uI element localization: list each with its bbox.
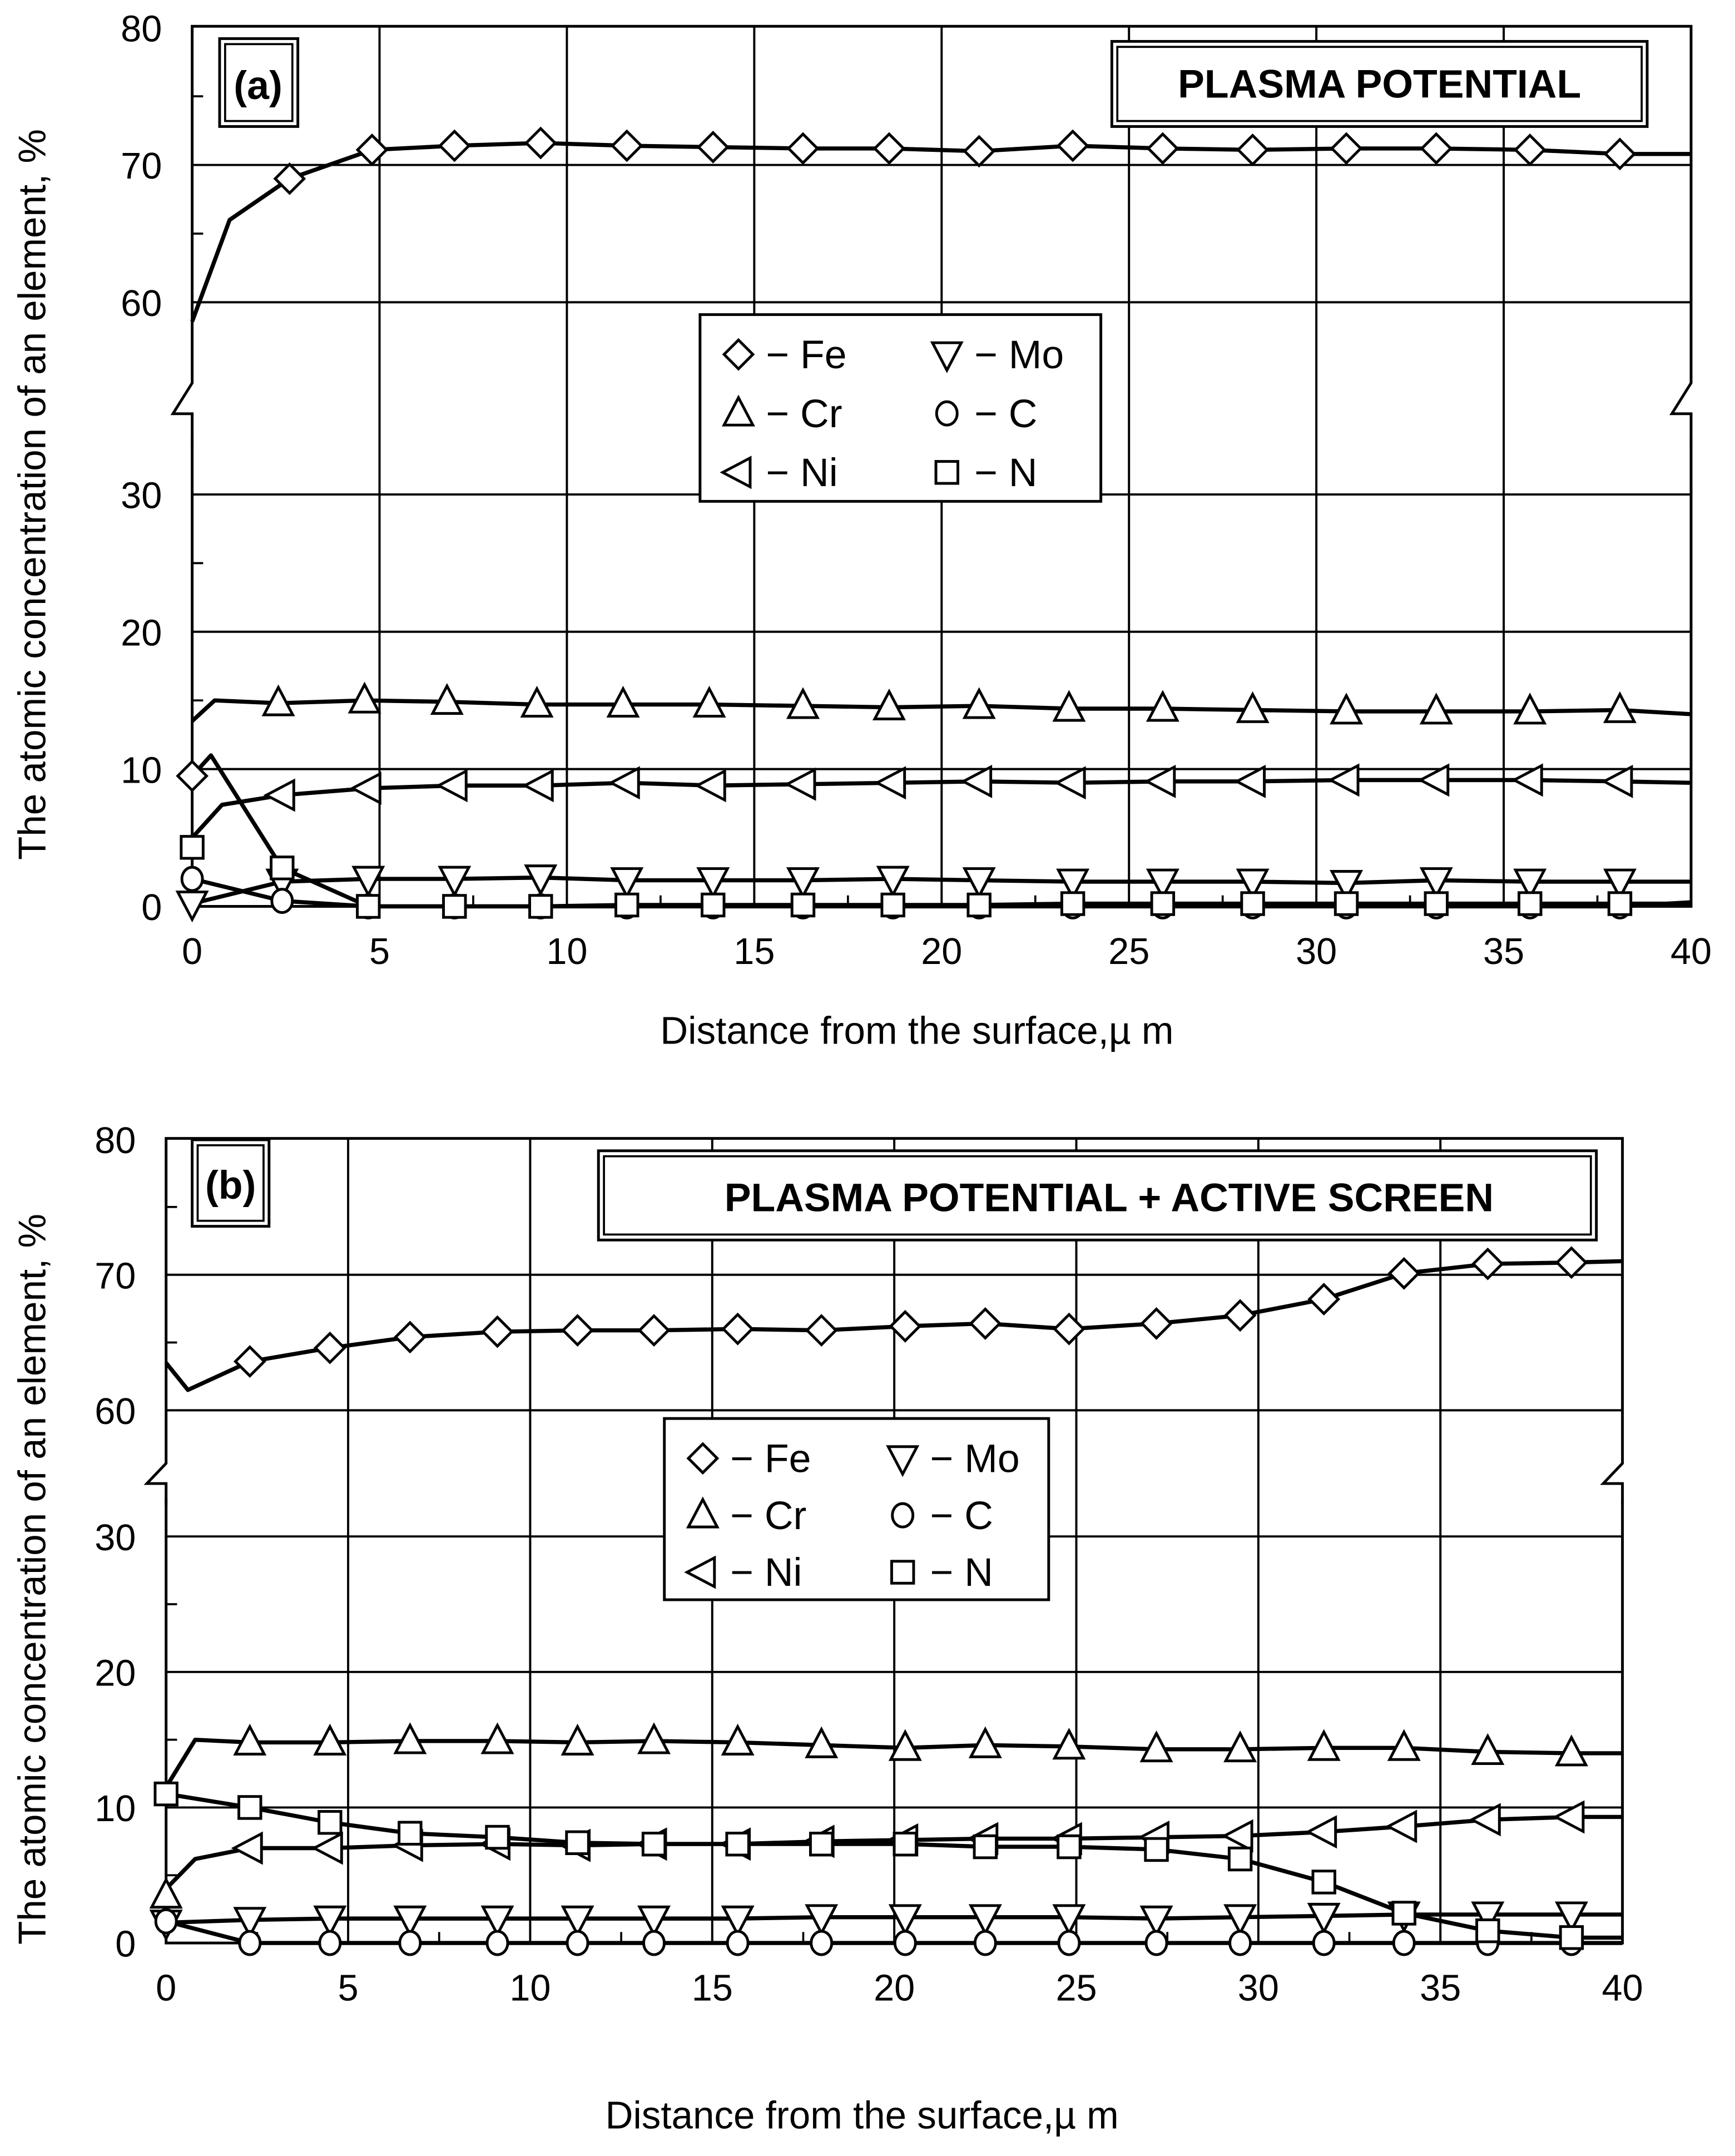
data-point-n <box>1058 1836 1080 1857</box>
panel-label: (a) <box>234 63 282 108</box>
data-point-c <box>811 1931 832 1955</box>
data-point-n <box>616 894 638 916</box>
x-tick-label: 30 <box>1237 1967 1279 2009</box>
x-tick-label: 35 <box>1420 1967 1461 2009</box>
data-point-c <box>320 1931 340 1955</box>
data-point-n <box>1425 893 1447 914</box>
data-point-n <box>1062 893 1083 914</box>
data-point-n <box>444 896 465 917</box>
x-tick-label: 35 <box>1483 931 1525 973</box>
data-point-c <box>156 1910 176 1933</box>
y-tick-label: 0 <box>115 1923 136 1965</box>
data-point-c <box>567 1931 588 1955</box>
data-point-n <box>1393 1902 1415 1924</box>
data-point-n <box>1335 893 1357 914</box>
x-tick-label: 10 <box>546 931 588 973</box>
x-tick-label: 10 <box>509 1967 551 2009</box>
data-point-c <box>1313 1931 1334 1955</box>
y-tick-label: 30 <box>95 1517 136 1559</box>
data-point-n <box>181 837 203 858</box>
data-point-n <box>1229 1848 1251 1870</box>
legend <box>700 315 1101 502</box>
y-tick-label: 70 <box>121 146 162 187</box>
y-axis-label: The atomic concentration of an element, % <box>10 1214 54 1945</box>
chart-title: PLASMA POTENTIAL + ACTIVE SCREEN <box>724 1175 1494 1220</box>
data-point-n <box>358 896 379 917</box>
x-tick-label: 15 <box>733 931 775 973</box>
legend-label-cr: − Cr <box>766 391 842 436</box>
data-point-n <box>1609 893 1630 914</box>
legend-label-mo: − Mo <box>974 332 1064 377</box>
y-tick-label: 30 <box>121 475 162 517</box>
legend-label-c: − C <box>974 391 1038 436</box>
legend-label-n: − N <box>974 450 1038 495</box>
data-point-n <box>1152 893 1173 914</box>
legend-label-cr: − Cr <box>730 1493 807 1538</box>
data-point-n <box>882 894 904 916</box>
data-point-c <box>240 1931 260 1955</box>
y-tick-label: 80 <box>95 1120 136 1161</box>
data-point-c <box>1230 1931 1251 1955</box>
data-point-n <box>530 896 552 917</box>
data-point-n <box>567 1832 588 1853</box>
legend-label-mo: − Mo <box>930 1436 1020 1481</box>
y-tick-label: 60 <box>121 283 162 325</box>
data-point-n <box>1146 1838 1167 1860</box>
x-axis-label: Distance from the surface,µ m <box>605 2093 1119 2137</box>
x-tick-label: 5 <box>338 1967 359 2009</box>
x-tick-label: 30 <box>1296 931 1337 973</box>
legend-label-n: − N <box>930 1550 993 1595</box>
data-point-n <box>974 1836 996 1857</box>
data-point-c <box>272 889 293 913</box>
x-tick-label: 0 <box>182 931 203 973</box>
data-point-n <box>894 1833 916 1855</box>
x-axis-label: Distance from the surface,µ m <box>660 1008 1174 1052</box>
legend-marker-n <box>891 1561 913 1583</box>
data-point-n <box>239 1797 261 1818</box>
chart-title: PLASMA POTENTIAL <box>1178 62 1582 107</box>
x-tick-label: 25 <box>1055 1967 1097 2009</box>
y-tick-label: 80 <box>121 8 162 50</box>
y-axis-label: The atomic concentration of an element, % <box>10 129 54 860</box>
legend-marker-c <box>936 402 957 425</box>
y-tick-label: 60 <box>95 1391 136 1433</box>
x-tick-label: 25 <box>1108 931 1150 973</box>
data-point-n <box>399 1822 421 1844</box>
data-point-n <box>1313 1871 1335 1893</box>
legend-label-ni: − Ni <box>766 450 838 495</box>
data-point-c <box>182 867 202 891</box>
data-point-n <box>727 1833 748 1855</box>
panel-label: (b) <box>205 1163 256 1208</box>
data-point-c <box>727 1931 748 1955</box>
data-point-c <box>1146 1931 1167 1955</box>
data-point-c <box>895 1931 915 1955</box>
data-point-n <box>1560 1927 1582 1949</box>
data-point-c <box>1059 1931 1079 1955</box>
legend-label-ni: − Ni <box>730 1550 802 1595</box>
y-tick-label: 10 <box>121 750 162 792</box>
data-point-c <box>1394 1931 1414 1955</box>
legend <box>665 1418 1049 1600</box>
x-tick-label: 40 <box>1670 931 1712 973</box>
x-tick-label: 15 <box>691 1967 733 2009</box>
y-tick-label: 20 <box>121 612 162 654</box>
data-point-n <box>702 894 723 916</box>
data-point-n <box>1477 1920 1499 1941</box>
legend-marker-c <box>893 1504 913 1527</box>
data-point-n <box>319 1811 341 1833</box>
panel-a <box>10 8 1712 1052</box>
legend-label-fe: − Fe <box>730 1436 811 1481</box>
x-tick-label: 5 <box>369 931 390 973</box>
y-tick-label: 20 <box>95 1653 136 1694</box>
x-tick-label: 40 <box>1602 1967 1643 2009</box>
legend-marker-n <box>936 462 958 483</box>
data-point-c <box>487 1931 508 1955</box>
data-point-n <box>643 1833 665 1855</box>
x-tick-label: 20 <box>921 931 963 973</box>
panel-b <box>10 1120 1643 2137</box>
data-point-c <box>400 1931 420 1955</box>
legend-label-fe: − Fe <box>766 332 847 377</box>
data-point-n <box>487 1826 508 1848</box>
x-tick-label: 20 <box>874 1967 915 2009</box>
data-point-n <box>271 857 293 879</box>
data-point-n <box>792 894 814 916</box>
data-point-n <box>1242 893 1263 914</box>
data-point-n <box>1519 893 1541 914</box>
y-tick-label: 0 <box>141 887 162 929</box>
data-point-n <box>810 1833 832 1855</box>
data-point-n <box>155 1783 177 1804</box>
y-tick-label: 10 <box>95 1788 136 1830</box>
data-point-c <box>975 1931 995 1955</box>
data-point-n <box>968 894 990 916</box>
data-point-c <box>643 1931 664 1955</box>
legend-label-c: − C <box>930 1493 993 1538</box>
y-tick-label: 70 <box>95 1255 136 1297</box>
x-tick-label: 0 <box>156 1967 177 2009</box>
